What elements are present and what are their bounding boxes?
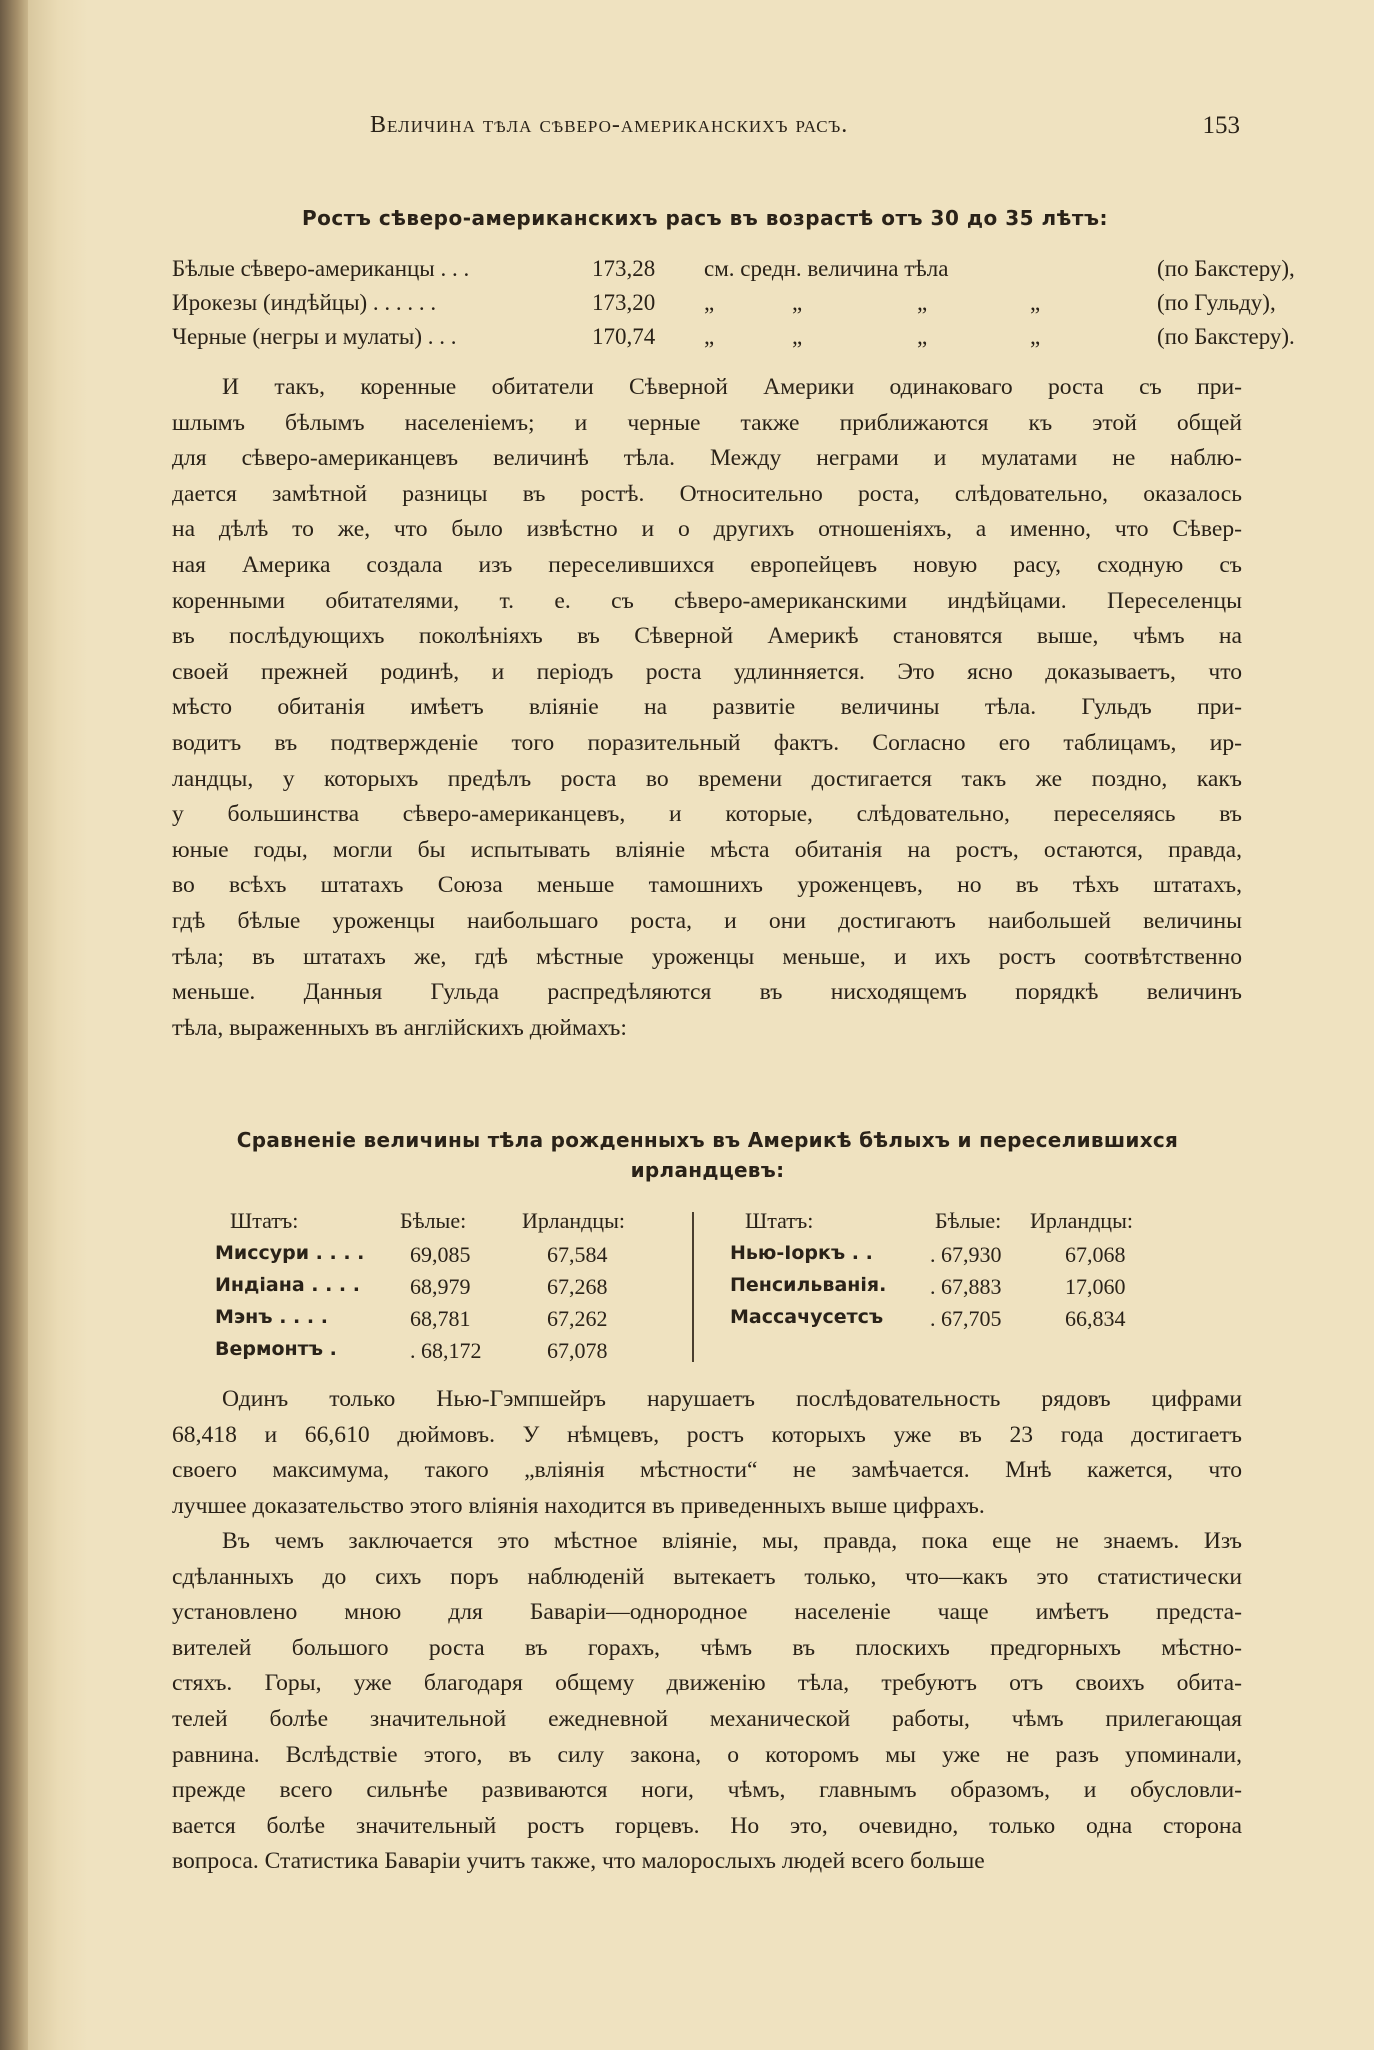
cell-whites: . 67,930: [930, 1242, 1002, 1267]
table-row: [215, 1306, 675, 1338]
text-line: для сѣверо-американцевъ величинѣ тѣла. Между неграми и мулатами не наблю-: [172, 445, 1242, 472]
ditto-mark: „: [792, 290, 803, 315]
ditto-mark: „: [1030, 290, 1041, 315]
cell-state: Мэнъ . . . .: [215, 1306, 328, 1328]
table1-title: Ростъ сѣверо-американскихъ расъ въ возрастѣ отъ 30 до 35 лѣтъ:: [302, 206, 1108, 230]
ditto-mark: „: [917, 290, 928, 315]
column-divider: [692, 1212, 694, 1362]
cell-whites: . 67,705: [930, 1306, 1002, 1331]
cell-whites: 69,085: [410, 1242, 471, 1267]
row-value: 173,20: [592, 290, 656, 315]
table-row: [730, 1242, 1200, 1274]
ditto-mark: „: [792, 324, 803, 349]
header-irish: Ирландцы:: [1030, 1208, 1133, 1233]
text-line: во всѣхъ штатахъ Союза меньше тамошнихъ уроженцевъ, но въ тѣхъ штатахъ,: [172, 872, 1242, 899]
text-line: установлено мною для Баваріи—однородное населеніе чаще имѣетъ предста-: [172, 1599, 1242, 1626]
header-whites: Бѣлые:: [935, 1208, 1002, 1233]
cell-irish: 67,262: [547, 1306, 608, 1331]
row-source: (по Бакстеру),: [1157, 256, 1295, 281]
cell-irish: 67,268: [547, 1274, 608, 1299]
cell-state: Индіана . . . .: [215, 1274, 360, 1296]
header-whites: Бѣлые:: [400, 1208, 467, 1233]
row-value: 173,28: [592, 256, 656, 281]
text-line: въ послѣдующихъ поколѣніяхъ въ Сѣверной Америкѣ становятся выше, чѣмъ на: [172, 623, 1242, 650]
cell-irish: 67,078: [547, 1338, 608, 1363]
header-state: Штатъ:: [230, 1208, 299, 1233]
table-header: [730, 1208, 1200, 1242]
text-line: стяхъ. Горы, уже благодаря общему движенію тѣла, требуютъ отъ своихъ обита-: [172, 1670, 1242, 1697]
running-head: Величина тѣла сѣверо-американскихъ расъ.: [370, 112, 849, 138]
text-line: гдѣ бѣлые уроженцы наибольшаго роста, и они достигаютъ наибольшей величины: [172, 907, 1242, 934]
text-line: вопроса. Статистика Баваріи учитъ также, что малорослыхъ людей всего больше: [172, 1848, 985, 1875]
row-source: (по Бакстеру).: [1157, 324, 1295, 349]
comparison-table-left: [215, 1208, 675, 1370]
row-value: 170,74: [592, 324, 656, 349]
cell-whites: . 67,883: [930, 1274, 1002, 1299]
table-row: [215, 1338, 675, 1370]
ditto-mark: „: [917, 324, 928, 349]
paragraph-1: [172, 370, 1242, 1046]
cell-state: Вермонтъ .: [215, 1338, 337, 1360]
page-header: [170, 112, 1240, 148]
row-label: Черные (негры и мулаты) . . .: [172, 324, 457, 349]
header-irish: Ирландцы:: [522, 1208, 625, 1233]
table2-title-line: ирландцевъ:: [630, 1158, 785, 1182]
text-line: своей прежней родинѣ, и періодъ роста удлинняется. Это ясно доказываетъ, что: [172, 658, 1242, 685]
ditto-mark: „: [1030, 324, 1041, 349]
cell-whites: 68,979: [410, 1274, 471, 1299]
table-row: [730, 1274, 1200, 1306]
cell-state: Пенсильванія.: [730, 1274, 887, 1296]
text-line: шлымъ бѣлымъ населеніемъ; и черные также приближаются къ этой общей: [172, 409, 1242, 436]
header-state: Штатъ:: [745, 1208, 814, 1233]
table2-title-line: Сравненіе величины тѣла рожденныхъ въ Америкѣ бѣлыхъ и переселившихся: [236, 1128, 1179, 1152]
cell-irish: 67,584: [547, 1242, 608, 1267]
table-header: [215, 1208, 675, 1242]
text-line: водитъ въ подтвержденіе того поразительный фактъ. Согласно его таблицамъ, ир-: [172, 729, 1242, 756]
paragraph-2: [172, 1382, 1242, 1524]
cell-state: Нью-Іоркъ . .: [730, 1242, 873, 1264]
text-line: дается замѣтной разницы въ ростѣ. Относительно роста, слѣдовательно, оказалось: [172, 480, 1242, 507]
text-line: мѣсто обитанія имѣетъ вліяніе на развитіе величины тѣла. Гульдъ при-: [172, 694, 1242, 721]
ditto-mark: „: [704, 290, 715, 315]
cell-irish: 17,060: [1065, 1274, 1126, 1299]
text-line: тѣла; въ штатахъ же, гдѣ мѣстные уроженцы меньше, и ихъ ростъ соотвѣтственно: [172, 943, 1242, 970]
table-row: [172, 256, 1295, 290]
cell-irish: 67,068: [1065, 1242, 1126, 1267]
row-label: Бѣлые сѣверо-американцы . . .: [172, 256, 470, 281]
text-line: своего максимума, такого „вліянія мѣстности“ не замѣчается. Мнѣ кажется, что: [172, 1457, 1242, 1484]
text-line: И такъ, коренные обитатели Сѣверной Америки одинаковаго роста съ при-: [222, 374, 1242, 400]
text-line: тѣла, выраженныхъ въ англійскихъ дюймахъ:: [172, 1014, 627, 1041]
text-line: у большинства сѣверо-американцевъ, и которые, слѣдовательно, переселяясь въ: [172, 801, 1242, 828]
text-line: вается болѣе значительный ростъ горцевъ. Но это, очевидно, только одна сторона: [172, 1812, 1242, 1839]
row-label: Ирокезы (индѣйцы) . . . . . .: [172, 290, 437, 315]
text-line: равнина. Вслѣдствіе этого, въ силу закона, о которомъ мы уже не разъ упоминали,: [172, 1741, 1242, 1768]
cell-whites: . 68,172: [410, 1338, 482, 1363]
text-line: телей болѣе значительной ежедневной механической работы, чѣмъ прилегающая: [172, 1705, 1242, 1732]
text-line: Въ чемъ заключается это мѣстное вліяніе, мы, правда, пока еще не знаемъ. Изъ: [222, 1528, 1242, 1554]
cell-irish: 66,834: [1065, 1306, 1126, 1331]
page-number: 153: [1202, 112, 1240, 139]
row-source: (по Гульду),: [1157, 290, 1276, 315]
text-line: вителей большого роста въ горахъ, чѣмъ въ плоскихъ предгорныхъ мѣстно-: [172, 1634, 1242, 1661]
table-row: [215, 1242, 675, 1274]
row-unit: см. средн. величина тѣла: [704, 256, 949, 281]
text-line: меньше. Данныя Гульда распредѣляются въ нисходящемъ порядкѣ величинъ: [172, 979, 1242, 1006]
table-row: [172, 290, 1276, 324]
table2-title: [170, 1125, 1245, 1185]
text-line: Одинъ только Нью-Гэмпшейръ нарушаетъ послѣдовательность рядовъ цифрами: [222, 1386, 1242, 1412]
text-line: юные годы, могли бы испытывать вліяніе мѣста обитанія на ростъ, остаются, правда,: [172, 836, 1242, 863]
text-line: коренными обитателями, т. е. съ сѣверо-американскими индѣйцами. Переселенцы: [172, 587, 1242, 614]
table-row: [172, 324, 1295, 358]
table-row: [730, 1306, 1200, 1338]
comparison-table-right: [730, 1208, 1200, 1338]
text-line: на дѣлѣ то же, что было извѣстно и о другихъ отношеніяхъ, а именно, что Сѣвер-: [172, 516, 1242, 543]
cell-state: Массачусетсъ: [730, 1306, 884, 1328]
text-line: ная Америка создала изъ переселившихся европейцевъ новую расу, сходную съ: [172, 551, 1242, 578]
ditto-mark: „: [704, 324, 715, 349]
cell-whites: 68,781: [410, 1306, 471, 1331]
text-line: прежде всего сильнѣе развиваются ноги, чѣмъ, главнымъ образомъ, и обусловли-: [172, 1777, 1242, 1804]
binding-shadow: [0, 0, 28, 2050]
text-line: 68,418 и 66,610 дюймовъ. У нѣмцевъ, ростъ которыхъ уже въ 23 года достигаетъ: [172, 1421, 1242, 1448]
text-line: ландцы, у которыхъ предѣлъ роста во времени достигается такъ же поздно, какъ: [172, 765, 1242, 792]
cell-state: Миссури . . . .: [215, 1242, 365, 1264]
text-line: сдѣланныхъ до сихъ поръ наблюденій вытекаетъ только, что—какъ это статистически: [172, 1563, 1242, 1590]
table-row: [215, 1274, 675, 1306]
paragraph-3: [172, 1524, 1242, 1880]
text-line: лучшее доказательство этого вліянія находится въ приведенныхъ выше цифрахъ.: [172, 1492, 985, 1519]
height-table: [172, 256, 1295, 358]
